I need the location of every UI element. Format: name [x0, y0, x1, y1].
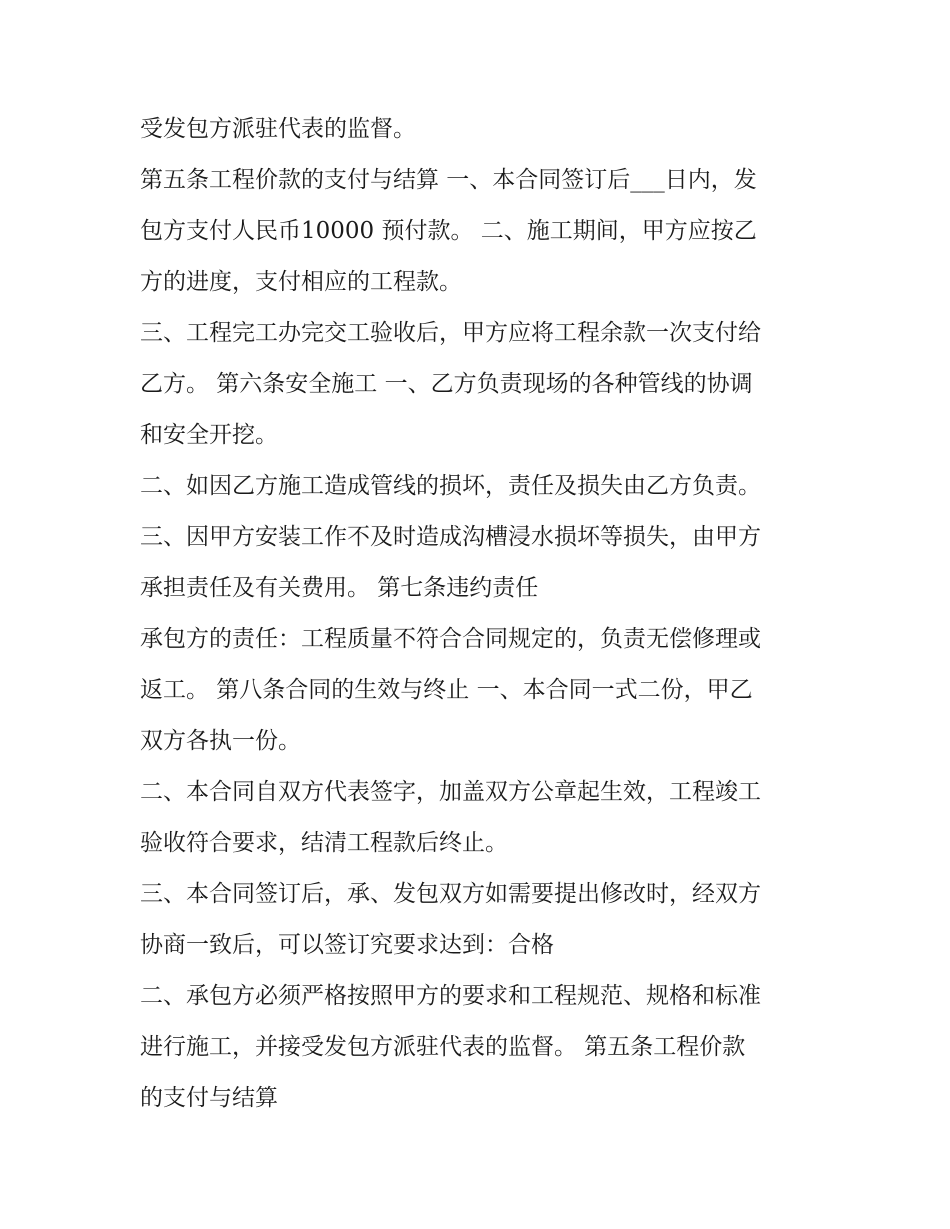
text-line: 三、本合同签订后，承、发包双方如需要提出修改时，经双方 — [140, 881, 761, 907]
text-line: 二、承包方必须严格按照甲方的要求和工程规范、规格和标准 — [140, 983, 761, 1009]
text-line: 包方支付人民币10000 预付款。 二、施工期间，甲方应按乙 — [140, 218, 757, 244]
text-line: 第五条工程价款的支付与结算 一、本合同签订后___日内，发 — [140, 167, 757, 193]
text-line: 双方各执一份。 — [140, 728, 301, 754]
contract-text-body — [140, 104, 820, 1124]
text-line: 的支付与结算 — [140, 1085, 278, 1111]
text-line: 和安全开挖。 — [140, 422, 278, 448]
text-line: 三、因甲方安装工作不及时造成沟槽浸水损坏等损失，由甲方 — [140, 524, 761, 550]
text-line: 乙方。 第六条安全施工 一、乙方负责现场的各种管线的协调 — [140, 371, 753, 397]
text-line: 三、工程完工办完交工验收后，甲方应将工程余款一次支付给 — [140, 320, 761, 346]
text-line: 方的进度，支付相应的工程款。 — [140, 269, 462, 295]
text-line: 承包方的责任：工程质量不符合合同规定的，负责无偿修理或 — [140, 626, 761, 652]
text-line: 承担责任及有关费用。 第七条违约责任 — [140, 575, 539, 601]
text-line: 二、本合同自双方代表签字，加盖双方公章起生效，工程竣工 — [140, 779, 761, 805]
text-line: 受发包方派驻代表的监督。 — [140, 116, 416, 142]
text-line: 进行施工，并接受发包方派驻代表的监督。 第五条工程价款 — [140, 1034, 746, 1060]
text-line: 验收符合要求，结清工程款后终止。 — [140, 830, 508, 856]
text-line: 协商一致后，可以签订究要求达到：合格 — [140, 932, 554, 958]
text-line: 返工。 第八条合同的生效与终止 一、本合同一式二份，甲乙 — [140, 677, 753, 703]
text-line: 二、如因乙方施工造成管线的损坏，责任及损失由乙方负责。 — [140, 473, 761, 499]
